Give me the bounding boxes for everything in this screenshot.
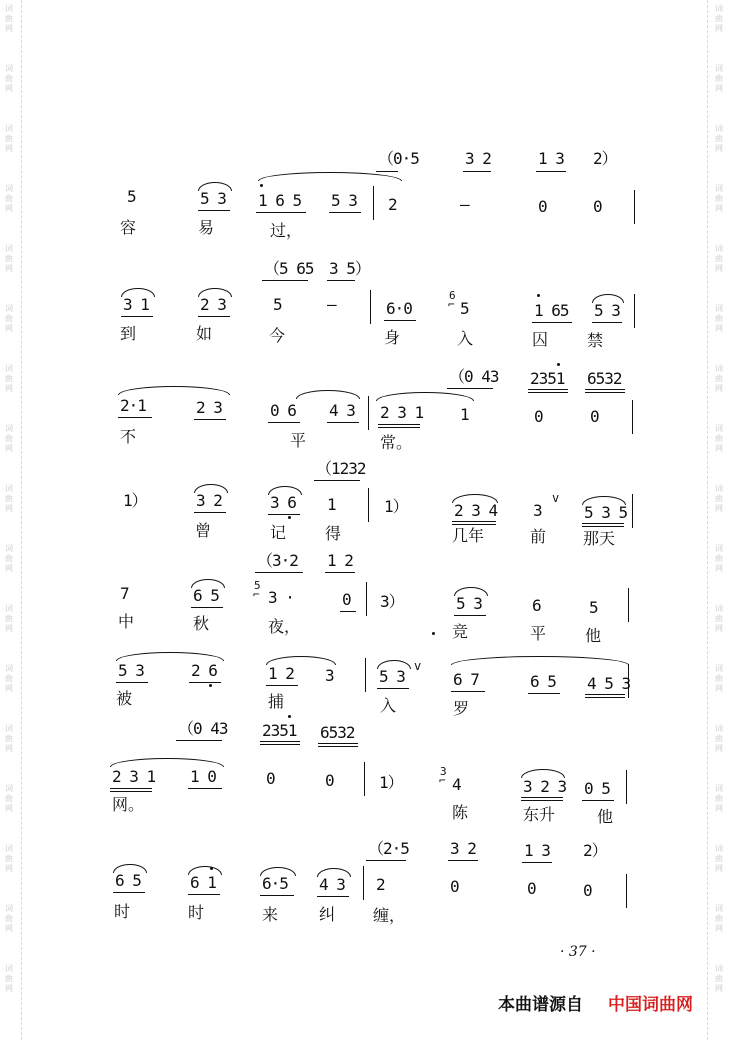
jianpu-note: 0 xyxy=(534,407,543,426)
rhythm-underline xyxy=(113,892,145,893)
watermark-glyph: 词 曲 网 xyxy=(715,364,723,393)
octave-dot xyxy=(210,867,213,870)
jianpu-note: 5 xyxy=(589,598,598,617)
rhythm-underline xyxy=(329,212,361,213)
bar-line xyxy=(368,396,369,430)
lyric-syllable: 几年 xyxy=(452,526,485,545)
jianpu-note: 2351 xyxy=(262,721,297,740)
lyric-syllable: 那天 xyxy=(583,529,616,548)
jianpu-note: 1） xyxy=(384,497,408,516)
rhythm-underline-double xyxy=(585,389,625,393)
octave-dot xyxy=(288,516,291,519)
breath-mark: v xyxy=(552,491,560,505)
grace-note: 5 xyxy=(254,579,261,592)
rhythm-underline xyxy=(317,896,349,897)
jianpu-note: 5 xyxy=(460,299,469,318)
rhythm-underline xyxy=(266,685,298,686)
lyric-syllable: 身 xyxy=(384,328,401,347)
rhythm-underline xyxy=(260,895,294,896)
bar-line xyxy=(370,290,371,324)
rhythm-underline xyxy=(327,422,359,423)
lyric-syllable: 平 xyxy=(290,431,307,450)
lyric-syllable: 捕 xyxy=(268,692,285,711)
rhythm-underline xyxy=(536,171,566,172)
bar-line xyxy=(632,494,633,528)
lyric-syllable: 如 xyxy=(196,324,213,343)
lyric-syllable: 秋 xyxy=(193,614,210,633)
rhythm-underline xyxy=(268,514,300,515)
jianpu-note: 0 6 xyxy=(270,401,296,420)
jianpu-note: 0 xyxy=(538,197,547,216)
rhythm-underline xyxy=(198,316,230,317)
bar-line xyxy=(626,770,627,804)
bar-line xyxy=(364,762,365,796)
jianpu-note: 2） xyxy=(593,149,617,168)
watermark-glyph: 词 曲 网 xyxy=(5,904,13,933)
lyric-syllable: 竞 xyxy=(452,622,469,641)
watermark-glyph: 词 曲 网 xyxy=(715,244,723,273)
rhythm-underline-double xyxy=(585,694,625,698)
lyric-syllable: 记 xyxy=(270,523,287,542)
lyric-syllable: 他 xyxy=(585,626,602,645)
grace-note: 6 xyxy=(449,289,456,302)
footer-site-name[interactable]: 中国词曲网 xyxy=(608,995,693,1015)
jianpu-note: 2 3 xyxy=(200,295,226,314)
jianpu-note: 2·1 xyxy=(120,396,146,415)
footer-source-label: 本曲谱源自 xyxy=(498,995,583,1015)
rhythm-underline xyxy=(366,860,406,861)
watermark-glyph: 词 曲 网 xyxy=(715,64,723,93)
jianpu-note: 0 xyxy=(450,877,459,896)
jianpu-note: 1 65 xyxy=(534,301,569,320)
lyric-syllable: 来 xyxy=(262,905,279,924)
jianpu-note: 2 3 4 xyxy=(454,501,498,520)
jianpu-note: 3 xyxy=(325,666,334,685)
rhythm-underline xyxy=(198,210,230,211)
jianpu-note: 2 6 xyxy=(191,661,217,680)
grace-note: 3 xyxy=(440,765,447,778)
bar-line xyxy=(368,488,369,522)
jianpu-note: 5 xyxy=(127,187,136,206)
octave-dot xyxy=(209,684,212,687)
jianpu-note: 1 xyxy=(327,495,336,514)
watermark-glyph: 词 曲 网 xyxy=(5,64,13,93)
rhythm-underline xyxy=(256,212,306,213)
rhythm-underline xyxy=(340,611,356,612)
jianpu-note: 1） xyxy=(123,491,147,510)
octave-dot xyxy=(260,184,263,187)
bar-line xyxy=(632,400,633,434)
watermark-glyph: 词 曲 网 xyxy=(715,604,723,633)
jianpu-note: 1 0 xyxy=(190,767,216,786)
jianpu-note: （5 65 xyxy=(264,259,314,278)
rhythm-underline xyxy=(262,280,308,281)
jianpu-note: 5 3 xyxy=(118,661,144,680)
lyric-syllable: 入 xyxy=(457,329,474,348)
watermark-glyph: 词 曲 网 xyxy=(5,544,13,573)
jianpu-note: 3 2 xyxy=(450,839,476,858)
jianpu-note: （2·5 xyxy=(368,839,409,858)
slur-arc xyxy=(118,386,230,395)
watermark-glyph: 词 曲 网 xyxy=(715,724,723,753)
watermark-glyph: 词 曲 网 xyxy=(5,4,13,33)
jianpu-note: 6 5 xyxy=(530,672,556,691)
jianpu-note: 5 3 xyxy=(331,191,357,210)
jianpu-note: 3） xyxy=(380,592,404,611)
bar-line xyxy=(634,190,635,224)
jianpu-note: 7 xyxy=(120,584,129,603)
slur-arc xyxy=(296,390,360,399)
lyric-syllable: 陈 xyxy=(452,803,469,822)
rhythm-underline-double xyxy=(528,389,568,393)
slur-arc xyxy=(376,392,474,401)
watermark-glyph: 词 曲 网 xyxy=(5,844,13,873)
jianpu-note: 0 5 xyxy=(584,779,610,798)
rhythm-underline xyxy=(194,419,226,420)
octave-dot xyxy=(557,363,560,366)
slur-arc xyxy=(116,652,224,661)
grace-note-hook: ⌐ xyxy=(253,588,260,601)
jianpu-note: 2 3 xyxy=(196,398,222,417)
lyric-syllable: 他 xyxy=(597,807,614,826)
jianpu-note: 6532 xyxy=(320,723,355,742)
jianpu-note: 4 xyxy=(452,775,461,794)
rhythm-underline xyxy=(327,280,355,281)
watermark-glyph: 词 曲 网 xyxy=(5,964,13,993)
rhythm-underline xyxy=(121,316,153,317)
watermark-glyph: 词 曲 网 xyxy=(715,484,723,513)
lyric-syllable: 罗 xyxy=(453,699,470,718)
jianpu-note: 1 3 xyxy=(538,149,564,168)
watermark-glyph: 词 曲 网 xyxy=(715,424,723,453)
rhythm-underline xyxy=(116,682,148,683)
jianpu-note: 0 xyxy=(583,881,592,900)
rhythm-underline xyxy=(268,422,300,423)
rhythm-underline xyxy=(188,894,220,895)
lyric-syllable: 纠 xyxy=(319,905,336,924)
lyric-syllable: 网。 xyxy=(112,795,145,814)
watermark-glyph: 词 曲 网 xyxy=(5,484,13,513)
rhythm-underline xyxy=(377,688,409,689)
lyric-syllable: 夜， xyxy=(268,617,301,636)
watermark-glyph: 词 曲 网 xyxy=(715,4,723,33)
watermark-glyph: 词 曲 网 xyxy=(715,664,723,693)
jianpu-note: （3·2 xyxy=(257,551,298,570)
jianpu-note: （0 43 xyxy=(178,719,228,738)
jianpu-note: 6 5 xyxy=(115,871,141,890)
rhythm-underline-double xyxy=(260,741,300,745)
rhythm-underline xyxy=(451,691,485,692)
rhythm-underline xyxy=(522,862,552,863)
jianpu-note: 3 2 xyxy=(196,491,222,510)
watermark-glyph: 词 曲 网 xyxy=(715,844,723,873)
rhythm-underline-double xyxy=(521,797,563,801)
rhythm-underline-double xyxy=(378,424,420,428)
jianpu-note: — xyxy=(460,195,469,214)
grace-note-hook: ⌐ xyxy=(439,774,446,787)
rhythm-underline xyxy=(528,693,560,694)
jianpu-note: 2 xyxy=(388,195,397,214)
watermark-glyph: 词 曲 网 xyxy=(5,784,13,813)
watermark-glyph: 词 曲 网 xyxy=(5,364,13,393)
rhythm-underline xyxy=(325,572,355,573)
lyric-syllable: 囚 xyxy=(532,330,549,349)
watermark-glyph: 词 曲 网 xyxy=(5,604,13,633)
jianpu-note: 3 5） xyxy=(329,259,370,278)
jianpu-note: 1 6 5 xyxy=(258,191,302,210)
rhythm-underline xyxy=(448,860,478,861)
lyric-syllable: 时 xyxy=(188,903,205,922)
jianpu-note: 6 1 xyxy=(190,873,216,892)
bar-line xyxy=(626,874,627,908)
watermark-glyph: 词 曲 网 xyxy=(5,244,13,273)
jianpu-note: 6·0 xyxy=(386,299,412,318)
jianpu-note: 6 7 xyxy=(453,670,479,689)
watermark-glyph: 词 曲 网 xyxy=(5,664,13,693)
bar-line xyxy=(373,186,374,220)
lyric-syllable: 曾 xyxy=(195,521,212,540)
lyric-syllable: 缠， xyxy=(373,906,406,925)
lyric-syllable: 东升 xyxy=(523,805,556,824)
slur-arc xyxy=(258,172,402,181)
jianpu-note: 1） xyxy=(379,773,403,792)
lyric-syllable: 到 xyxy=(120,324,137,343)
watermark-glyph: 词 曲 网 xyxy=(715,964,723,993)
jianpu-note: 1 2 xyxy=(268,664,294,683)
rhythm-underline xyxy=(188,788,222,789)
rhythm-underline xyxy=(314,480,360,481)
rhythm-underline xyxy=(582,800,614,801)
bar-line xyxy=(366,582,367,616)
lyric-syllable: 得 xyxy=(325,524,342,543)
breath-mark: v xyxy=(414,659,422,673)
jianpu-note: 5 3 xyxy=(200,189,226,208)
rhythm-underline xyxy=(447,388,493,389)
lyric-syllable: 前 xyxy=(530,527,547,546)
slur-arc xyxy=(110,758,224,767)
rhythm-underline xyxy=(176,740,222,741)
jianpu-note: 5 xyxy=(273,295,282,314)
ornament-dot xyxy=(432,632,435,635)
bar-line xyxy=(628,588,629,622)
jianpu-note: 3 6 xyxy=(270,493,296,512)
watermark-glyph: 词 曲 网 xyxy=(715,124,723,153)
bar-line xyxy=(365,658,366,692)
jianpu-note: 5 3 xyxy=(594,301,620,320)
watermark-glyph: 词 曲 网 xyxy=(715,304,723,333)
rhythm-underline-double xyxy=(110,788,152,792)
lyric-syllable: 不 xyxy=(120,427,137,446)
watermark-glyph: 词 曲 网 xyxy=(5,124,13,153)
rhythm-underline xyxy=(118,417,152,418)
jianpu-note: 4 3 xyxy=(329,401,355,420)
lyric-syllable: 易 xyxy=(198,218,215,237)
jianpu-note: 5 3 5 xyxy=(584,503,628,522)
jianpu-note: 1 2 xyxy=(327,551,353,570)
jianpu-note: （1232 xyxy=(316,459,366,478)
rhythm-underline xyxy=(463,171,491,172)
rhythm-underline xyxy=(384,320,416,321)
lyric-syllable: 禁 xyxy=(587,331,604,350)
jianpu-note: 0 xyxy=(325,771,334,790)
rhythm-underline xyxy=(255,572,303,573)
watermark-glyph: 词 曲 网 xyxy=(5,184,13,213)
jianpu-note: 3 xyxy=(533,501,542,520)
lyric-syllable: 过， xyxy=(270,221,303,240)
lyric-syllable: 容 xyxy=(120,218,137,237)
watermark-glyph: 词 曲 网 xyxy=(5,724,13,753)
rhythm-underline-double xyxy=(452,521,496,525)
jianpu-note: 0 xyxy=(593,197,602,216)
page-number: · 37 · xyxy=(560,944,596,960)
jianpu-note: 0 xyxy=(266,769,275,788)
jianpu-note: 6 xyxy=(532,596,541,615)
jianpu-note: 2 3 1 xyxy=(112,767,156,786)
watermark-glyph: 词 曲 网 xyxy=(715,784,723,813)
watermark-glyph: 词 曲 网 xyxy=(715,544,723,573)
jianpu-note: 3 2 3 xyxy=(523,777,567,796)
watermark-glyph: 词 曲 网 xyxy=(5,304,13,333)
watermark-glyph: 词 曲 网 xyxy=(715,904,723,933)
jianpu-note: 4 3 xyxy=(319,875,345,894)
jianpu-note: 4 5 3 xyxy=(587,674,631,693)
rhythm-underline xyxy=(454,615,486,616)
jianpu-note: 5 3 xyxy=(379,667,405,686)
jianpu-note: 2 3 1 xyxy=(380,403,424,422)
jianpu-note: 0 xyxy=(527,879,536,898)
jianpu-note: 1 3 xyxy=(524,841,550,860)
jianpu-note: （0 43 xyxy=(449,367,499,386)
slur-arc xyxy=(451,656,629,665)
lyric-syllable: 常。 xyxy=(380,433,413,452)
rhythm-underline-double xyxy=(582,523,624,527)
rhythm-underline xyxy=(592,322,622,323)
jianpu-note: 3 · xyxy=(268,588,294,607)
lyric-syllable: 时 xyxy=(114,902,131,921)
octave-dot xyxy=(537,294,540,297)
bar-line xyxy=(634,294,635,328)
octave-dot xyxy=(288,715,291,718)
jianpu-note: 2351 xyxy=(530,369,565,388)
jianpu-note: 5 3 xyxy=(456,594,482,613)
jianpu-note: 3 1 xyxy=(123,295,149,314)
jianpu-note: 6 5 xyxy=(193,586,219,605)
rhythm-underline xyxy=(191,607,223,608)
rhythm-underline xyxy=(189,682,221,683)
grace-note-hook: ⌐ xyxy=(448,298,455,311)
jianpu-note: （0·5 xyxy=(378,149,419,168)
lyric-syllable: 中 xyxy=(118,612,135,631)
jianpu-note: 1 xyxy=(460,405,469,424)
lyric-syllable: 平 xyxy=(530,624,547,643)
lyric-syllable: 今 xyxy=(269,326,286,345)
jianpu-note: 0 xyxy=(342,590,351,609)
jianpu-note: 0 xyxy=(590,407,599,426)
rhythm-underline xyxy=(532,322,572,323)
bar-line xyxy=(363,866,364,900)
rhythm-underline xyxy=(376,171,398,172)
jianpu-note: 2） xyxy=(583,841,607,860)
lyric-syllable: 被 xyxy=(116,689,133,708)
jianpu-note: 6·5 xyxy=(262,874,288,893)
rhythm-underline xyxy=(194,512,226,513)
jianpu-note: 3 2 xyxy=(465,149,491,168)
rhythm-underline-double xyxy=(318,743,358,747)
watermark-glyph: 词 曲 网 xyxy=(5,424,13,453)
jianpu-note: — xyxy=(327,295,336,314)
jianpu-note: 6532 xyxy=(587,369,622,388)
jianpu-note: 2 xyxy=(376,875,385,894)
watermark-glyph: 词 曲 网 xyxy=(715,184,723,213)
lyric-syllable: 入 xyxy=(380,696,397,715)
